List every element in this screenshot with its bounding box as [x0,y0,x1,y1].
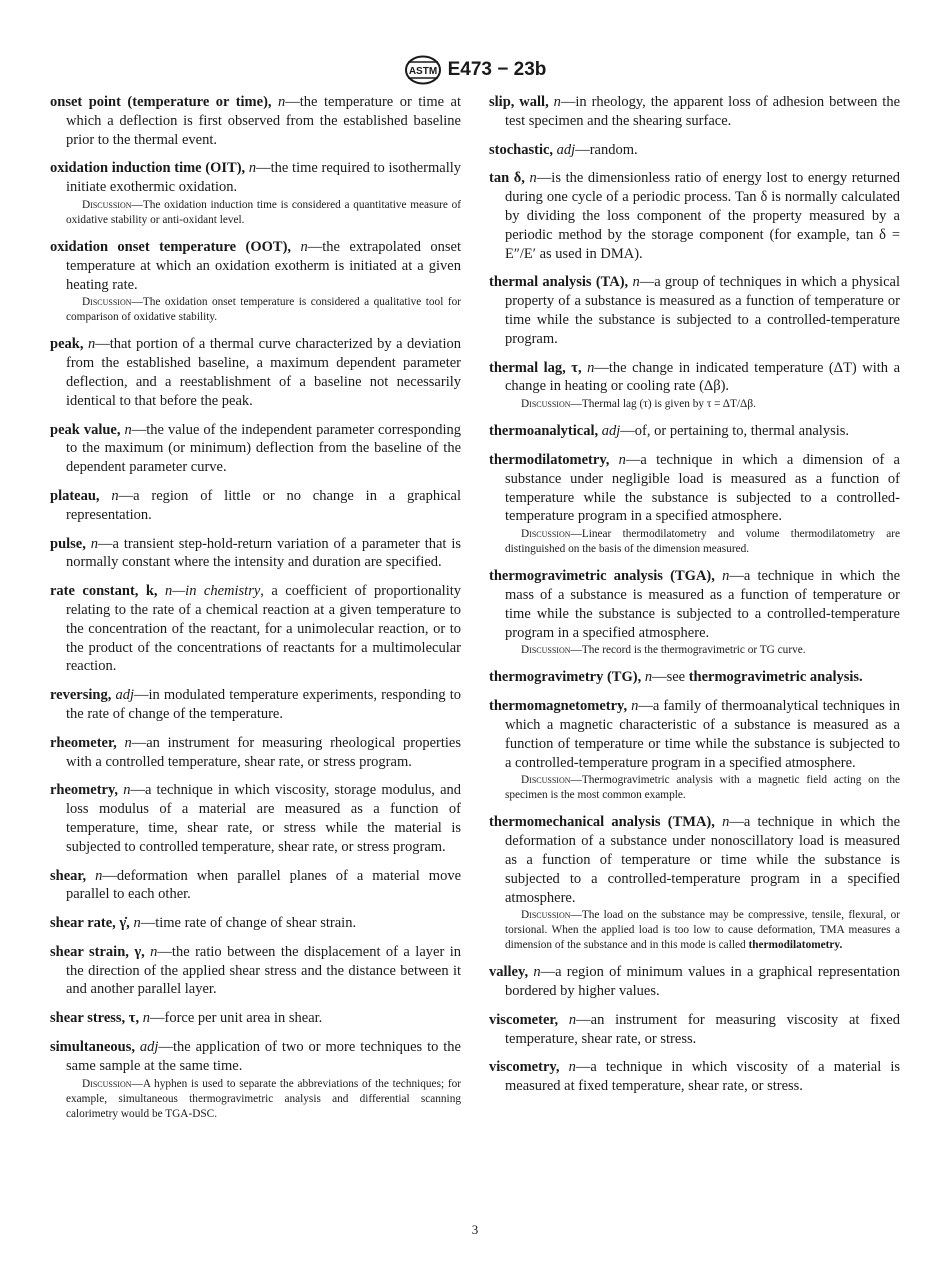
entry-term: reversing, [50,687,112,704]
document-id: E473 − 23b [447,59,547,80]
entry-part-of-speech: n [150,943,158,960]
entry-part-of-speech: n [644,669,653,686]
page-number: 3 [471,1222,479,1237]
glossary-entry [489,169,900,263]
entry-part-of-speech: n [587,359,595,376]
entry-part-of-speech: n [278,94,286,110]
entry-term: rheometry, [50,782,119,799]
glossary-entry [50,781,461,856]
entry-definition: —the change in indicated temperature (ΔT) with a change in heating or cooling rate (Δβ). [505,359,901,395]
discussion-text: —The record is the thermogravimetric or TG curve. [570,644,806,657]
entry-term: tan δ, [489,170,525,187]
discussion-label: Discussion [82,1077,132,1090]
discussion-text: —The load on the substance may be compressive, tensile, flexural, or torsional. When the applied load is too low to cause deformation, TMA measures a dimension of the substance and in this mode is called [505,909,900,952]
glossary-entry [50,582,461,676]
entry-part-of-speech: n [248,160,257,177]
entry-definition: —the temperature or time at which a deflection is first observed from the established baseline prior to the thermal event. [66,94,462,148]
discussion-note [66,198,461,228]
glossary-entry [489,668,900,687]
glossary-entry [50,734,461,772]
discussion-term: thermodilatometry. [748,939,843,952]
discussion-text: —Thermal lag (τ) is given by τ = ΔT/Δβ. [570,398,756,411]
glossary-entry [489,813,900,907]
entry-definition: —the value of the independent parameter corresponding to the maximum (or minimum) deflection from the baseline of the dependent parameter curve. [66,421,461,476]
entry-definition: —of, or pertaining to, thermal analysis. [620,423,850,440]
discussion-text: —Thermogravimetric analysis with a magnetic field acting on the specimen is the most common example. [505,774,900,802]
entry-term: shear rate, γ̇, [50,915,130,932]
entry-definition: —an instrument for measuring viscosity at fixed temperature, shear rate, or stress. [505,1011,900,1047]
entry-part-of-speech: n [300,238,308,255]
entry-term: oxidation induction time (OIT), [50,160,246,177]
entry-definition: —a transient step-hold-return variation of a parameter that is normally constant where the intensity and duration are specified. [66,535,462,571]
entry-term: stochastic, [489,141,554,158]
entry-term: thermodilatometry, [489,451,610,468]
entry-part-of-speech: n [529,170,537,187]
entry-term: thermogravimetric analysis (TGA), [489,568,715,585]
discussion-label: Discussion [521,644,571,657]
entry-definition: —deformation when parallel planes of a material move parallel to each other. [66,867,462,903]
entry-term: viscometry, [489,1059,560,1076]
entry-part-of-speech: n [142,1010,150,1027]
entry-part-of-speech: adj [601,423,621,440]
entry-part-of-speech: n [90,535,99,552]
astm-logo-icon [404,55,442,85]
entry-term: onset point (temperature or time), [50,94,272,110]
svg-text:ASTM: ASTM [408,66,437,77]
entry-term: shear stress, τ, [50,1010,140,1027]
discussion-label: Discussion [82,198,132,211]
glossary-entry [489,141,900,160]
glossary-entry [50,238,461,294]
entry-definition: —that portion of a thermal curve characterized by a deviation from the established baseline, a maximum dependent parameter deflection, and a reestablishment of a baseline not necessarily identical to that before the peak. [66,336,461,409]
entry-definition: —a region of little or no change in a graphical representation. [66,487,461,523]
entry-term: rheometer, [50,734,117,751]
entry-part-of-speech: n [111,487,119,504]
glossary-entry [489,963,900,1001]
glossary-entry [489,422,900,441]
glossary-entry [489,567,900,642]
glossary-entry [50,943,461,999]
entry-definition: —the application of two or more techniques to the same sample at the same time. [66,1039,461,1074]
entry-definition: —in modulated temperature experiments, responding to the rate of change of the temperature. [66,687,461,722]
discussion-note [505,773,900,803]
glossary-entry [489,1058,900,1096]
entry-part-of-speech: n [123,782,131,799]
discussion-note [505,397,900,412]
entry-definition: —force per unit area in shear. [150,1010,323,1027]
entry-definition: —random. [575,141,638,158]
entry-term: thermoanalytical, [489,423,599,440]
entry-part-of-speech: n [722,568,730,585]
entry-part-of-speech: n [95,867,103,884]
discussion-label: Discussion [521,398,571,411]
glossary-entry [50,867,461,905]
entry-part-of-speech: n [124,421,132,438]
entry-definition: —a group of techniques in which a physical property of a substance is measured as a function of temperature or time while the substance is subjected to a controlled-temperature program. [505,274,900,347]
entry-part-of-speech: n [533,964,541,981]
discussion-note [505,527,900,557]
discussion-text: —Linear thermodilatometry and volume thermodilatometry are distinguished on the basis of the dimension measured. [505,528,900,556]
glossary-entry [50,535,461,573]
entry-definition: —see [652,669,689,686]
glossary-entry [50,686,461,724]
glossary-entry [50,1009,461,1028]
entry-term: peak value, [50,421,121,438]
entry-term: oxidation onset temperature (OOT), [50,238,292,255]
entry-part-of-speech: n—in chemistry [165,583,261,600]
entry-part-of-speech: n [133,915,141,932]
entry-definition: —a technique in which viscosity, storage modulus, and loss modulus of a material are measured as a function of temperature, time, shear rate, or stress while the material is subjected to controlled temperature, shear rate, or stress program. [66,782,462,855]
entry-part-of-speech: n [568,1011,577,1028]
entry-term: rate constant, k, [50,583,158,600]
discussion-label: Discussion [521,528,571,541]
entry-term: thermomechanical analysis (TMA), [489,814,715,831]
discussion-label: Discussion [82,296,132,309]
entry-part-of-speech: adj [139,1039,159,1056]
entry-definition: —the time required to isothermally initiate exothermic oxidation. [66,160,461,196]
entry-term: shear, [50,867,87,884]
entry-definition: —a technique in which viscosity of a material is measured at fixed temperature, shear rate, or stress. [505,1059,901,1095]
glossary-entry [50,93,461,149]
entry-definition: —a technique in which a dimension of a substance under negligible load is measured as a function of temperature while the substance is subjected to a controlled-temperature program in a specified atmosphere. [505,451,900,525]
right-column [489,93,900,1106]
entry-definition: —a family of thermoanalytical techniques in which a magnetic characteristic of a substance is measured as a function of temperature or time while the substance is subjected to a controlled-temperature program in a specified atmosphere. [505,698,900,771]
entry-term: shear strain, γ, [50,943,145,960]
discussion-text: —The oxidation onset temperature is considered a qualitative tool for comparison of oxidative stability. [66,296,461,324]
discussion-note [66,295,461,325]
entry-definition: —the extrapolated onset temperature at which an oxidation exotherm is initiated at a given heating rate. [66,238,462,293]
discussion-label: Discussion [521,909,571,922]
entry-part-of-speech: n [722,814,730,831]
discussion-note [505,643,900,658]
entry-part-of-speech: n [87,336,96,353]
entry-part-of-speech: n [568,1059,576,1076]
glossary-entry [50,1038,461,1076]
entry-term: plateau, [50,487,100,504]
entry-term: simultaneous, [50,1039,136,1056]
discussion-note [66,1077,461,1122]
discussion-text: —The oxidation induction time is considered a quantitative measure of oxidative stability or anti-oxidant level. [66,198,461,226]
entry-term: peak, [50,336,84,353]
glossary-entry [50,421,461,477]
entry-definition: —an instrument for measuring rheological properties with a controlled temperature, shear rate, or stress program. [66,734,462,770]
entry-term: thermal analysis (TA), [489,274,629,291]
entry-see-reference: thermogravimetric analysis. [688,669,863,686]
glossary-entry [489,273,900,348]
glossary-entry [489,1011,900,1049]
glossary-entry [489,359,900,397]
glossary-entry [50,335,461,410]
entry-term: thermogravimetry (TG), [489,669,642,686]
entry-part-of-speech: n [631,698,639,715]
entry-term: viscometer, [489,1011,559,1028]
discussion-note [505,908,900,953]
entry-part-of-speech: n [632,274,640,291]
entry-part-of-speech: adj [556,141,576,158]
discussion-text: —A hyphen is used to separate the abbreviations of the techniques; for example, simultaneous thermogravimetric analysis and differential scanning calorimetry would be TGA-DSC. [66,1077,461,1120]
glossary-entry [50,159,461,197]
entry-part-of-speech: n [618,451,626,468]
entry-definition: —a technique in which the deformation of a substance under nonoscillatory load is measured as a function of temperature or time while the substance is subjected to a controlled-temperature program in a specified atmosphere. [505,814,901,906]
entry-term: slip, wall, [489,94,549,110]
entry-definition: —is the dimensionless ratio of energy lost to energy returned during one cycle of a periodic process. Tan δ is normally calculated by dividing the loss component of the property measured by a periodic method by the storage component (for example, tan δ = E″/E′ as used in DMA). [505,170,900,262]
left-column [50,93,461,1132]
entry-part-of-speech: adj [115,687,134,704]
discussion-label: Discussion [521,774,571,787]
entry-definition: —a region of minimum values in a graphical representation bordered by higher values. [505,964,900,1000]
entry-definition: —in rheology, the apparent loss of adhesion between the test specimen and the shearing surface. [505,94,901,129]
entry-term: thermomagnetometry, [489,698,628,715]
glossary-entry [489,93,900,131]
page-header [0,55,950,85]
entry-definition: , a coefficient of proportionality relating to the rate of a chemical reaction at a given temperature to the concentration of the reactant, for a unimolecular reaction, or to the product of the concentrations of reactants for a multimolecular reaction. [66,583,461,675]
entry-definition: —time rate of change of shear strain. [140,915,357,932]
entry-part-of-speech: n [553,94,561,110]
glossary-entry [489,451,900,526]
entry-part-of-speech: n [124,734,132,751]
glossary-entry [50,487,461,525]
entry-definition: —the ratio between the displacement of a layer in the direction of the applied shear stress and the distance between it and another parallel layer. [66,943,461,998]
entry-term: valley, [489,964,529,981]
entry-term: pulse, [50,535,86,552]
glossary-entry [50,914,461,933]
entry-definition: —a technique in which the mass of a substance is measured as a function of temperature or time while the substance is subjected to a controlled-temperature program in a specified atmosphere. [505,568,900,641]
glossary-entry [489,697,900,772]
entry-term: thermal lag, τ, [489,359,582,376]
